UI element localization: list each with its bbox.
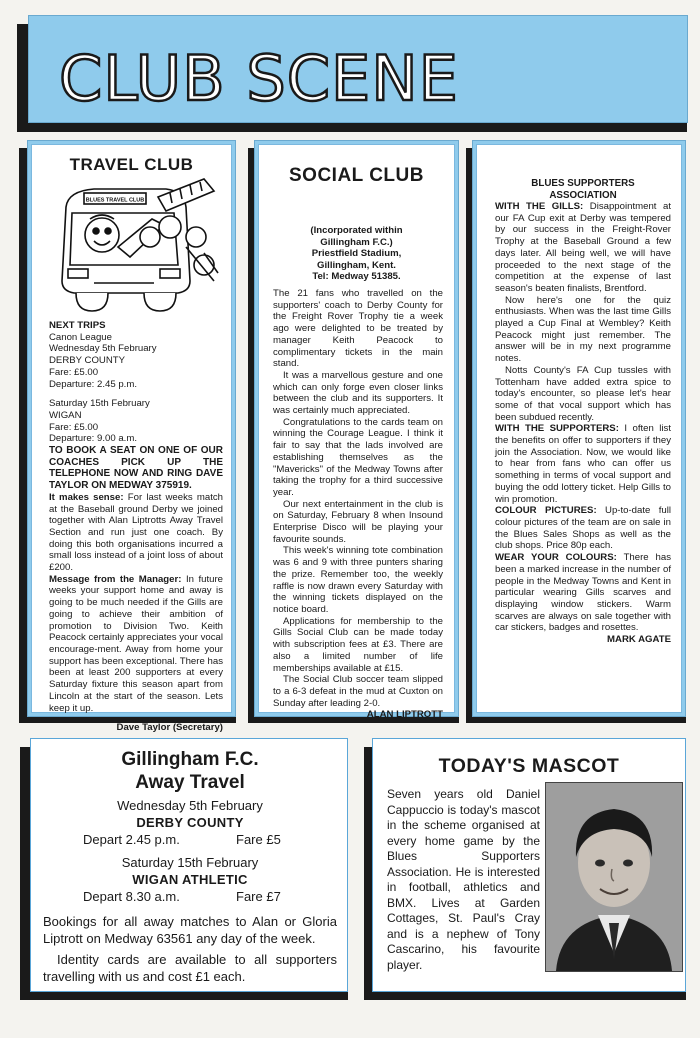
- booking-notice: TO BOOK A SEAT ON ONE OF OUR COACHES PICK UP THE TELEPHONE NOW AND RING DAVE TAYLOR ON MEDWAY 375919.: [49, 445, 223, 492]
- mascot-text: Seven years old Daniel Cappuccio is today's mascot in the scheme organised at every home game by the Blues Supporters Association. He is interested in football, athletics and BMX. Lives at Garden Cottages, St. Paul's Cray and is a nephew of Tony Cascarino, his favourite player.: [387, 787, 540, 972]
- trip2-line: WIGAN: [49, 409, 82, 421]
- travel-club-frame: [27, 140, 236, 734]
- sense-text: For last weeks match at the Baseball ground Derby we joined together with Alan Liptrotts Away Travel Section and run just one coach. By doing this both organisations incurred a small loss instead of a joint loss of about £200.: [49, 491, 223, 574]
- trip2-line: Departure: 9.00 a.m.: [49, 433, 137, 445]
- quiz-text: Now here's one for the quiz enthusiasts. When was the last time Gills played a Cup Final at Wembley? Keith Peacock might just remember. The answer will be in my next programme notes.: [495, 294, 671, 365]
- away-fare-1: Fare £5: [236, 832, 281, 847]
- page-title: CLUB SCENE: [59, 42, 459, 115]
- away-travel-content: [43, 748, 337, 985]
- travel-club-body: [49, 320, 223, 734]
- trip1-line: Departure: 2.45 p.m.: [49, 378, 137, 390]
- blues-supporters-body: [495, 178, 671, 646]
- away-travel-card: [30, 738, 348, 992]
- manager-label: Message from the Manager:: [49, 573, 182, 585]
- blues-supporters-title: BLUES SUPPORTERS: [531, 178, 635, 189]
- social-paragraph: The Social Club soccer team slipped to a 6-3 defeat in the mud at Cuxton on Sunday after leading 2-0.: [273, 674, 443, 709]
- social-paragraph: Applications for membership to the Gills Social Club can be made today with subscription fees at £3. There are also a limited number of life memberships available at £15.: [273, 615, 443, 674]
- away-travel-title: Gillingham F.C.: [121, 749, 259, 770]
- social-club-card: [258, 144, 455, 721]
- away-depart-row-2: [43, 888, 337, 905]
- away-date-1: Wednesday 5th February: [117, 798, 263, 813]
- away-fare-2: Fare £7: [236, 889, 281, 904]
- supporters-label: WITH THE SUPPORTERS:: [495, 423, 619, 435]
- social-club-frame: [254, 140, 459, 721]
- away-travel-subtitle: Away Travel: [135, 772, 245, 793]
- trip2-line: Saturday 15th February: [49, 398, 150, 410]
- travel-club-signature: Dave Taylor (Secretary): [116, 722, 223, 734]
- away-team-1: DERBY COUNTY: [136, 815, 244, 830]
- away-depart-row-1: [43, 831, 337, 848]
- away-team-2: WIGAN ATHLETIC: [132, 872, 248, 887]
- away-date-2: Saturday 15th February: [121, 855, 259, 870]
- colour-text: Up-to-date full colour pictures of the team are on sale in the Blues Sales Shops as well as the club shops. Price 80p each.: [495, 505, 671, 552]
- social-club-address: [259, 225, 454, 283]
- trip1-line: Fare: £5.00: [49, 366, 99, 378]
- gills-label: WITH THE GILLS:: [495, 201, 584, 212]
- address-line: (Incorporated within: [310, 225, 403, 236]
- bus-sign-text: BLUES TRAVEL CLUB: [85, 197, 145, 204]
- social-paragraph: It was a marvellous gesture and one which can only forge even closer links between the club and its supporters. It was certainly much appreciated.: [273, 369, 443, 417]
- social-paragraph: The 21 fans who travelled on the supporters' coach to Derby County for the Freight Rover Trophy tie a week ago were delighted to be treated by manager Keith Peacock to complimentary tickets in the main stand.: [273, 288, 443, 370]
- social-paragraph: Congratulations to the cards team on winning the Courage League. I think it fair to say that the lads involved are establishing themselves as the "Mavericks" of the Medway Towns after taking the trophy for a third successive year.: [273, 416, 443, 498]
- social-paragraph: This week's winning tote combination was 6 and 9 with three punters sharing the prize. Remember too, the weekly raffle is now drawn every Saturday with the winning tickets displayed on the notice board.: [273, 545, 443, 615]
- travel-club-title: TRAVEL CLUB: [69, 155, 194, 174]
- colour-label: COLOUR PICTURES:: [495, 505, 597, 517]
- wear-label: WEAR YOUR COLOURS:: [495, 552, 617, 564]
- mascot-photo: [545, 782, 683, 972]
- mascot-card: [372, 738, 686, 992]
- social-club-title: SOCIAL CLUB: [289, 165, 424, 186]
- address-line: Gillingham, Kent.: [317, 259, 396, 271]
- away-bookings: Bookings for all away matches to Alan or Gloria Liptrott on Medway 63561 any day of the week.: [43, 914, 337, 946]
- mascot-portrait-image: [546, 783, 682, 971]
- away-depart-2: Depart 8.30 a.m.: [83, 889, 180, 904]
- trip1-line: Wednesday 5th February: [49, 343, 157, 355]
- address-line: Priestfield Stadium,: [311, 248, 402, 259]
- mascot-title: TODAY'S MASCOT: [438, 755, 620, 777]
- manager-text: In future weeks your support home and away is going to be much needed if the Gills are going to achieve their ambition of promotion to Division Two. Keith Peacock certainly appreciates your vocal encourage-ment. Away from home your support has been exceptional. There has been at least 200 supporters at every Saturday fixture this season apart from Lincoln at the start of the season. Lets keep it up.: [49, 573, 223, 714]
- blues-supporters-frame: [472, 140, 686, 717]
- header-panel: [28, 15, 688, 123]
- notts-text: Notts County's FA Cup tussles with Tottenham have added extra spice to today's encounter, so please let's hear some of that vocal support which has been subdued recently.: [495, 364, 671, 423]
- wear-text: There has been a marked increase in the number of people in the Medway Towns and Kent in particular wearing Gills scarves and displaying window stickers. Warm scarves are always on sale together with car stickers, badges and rosettes.: [495, 552, 671, 634]
- next-trips-label: NEXT TRIPS: [49, 320, 106, 331]
- gills-text: Disappointment at our FA Cup exit at Derby was tempered by our success in the Freight-Rover Trophy at the Baseball Ground a few days later. All being well, we will have proceeded to the next stage of the competition at the expense of last season's beaten finalists, Brentford.: [495, 201, 671, 294]
- blues-supporters-subtitle: ASSOCIATION: [549, 189, 617, 201]
- social-club-body: [273, 288, 443, 721]
- blues-supporters-signature: MARK AGATE: [607, 634, 671, 646]
- trip2-line: Fare: £5.00: [49, 421, 99, 433]
- social-club-signature: ALAN LIPTROTT: [366, 709, 443, 721]
- trip1-line: Canon League: [49, 331, 112, 343]
- social-paragraph: Our next entertainment in the club is on Saturday, February 8 when Insound Enterprise Disco will be playing your favourite sounds.: [273, 498, 443, 545]
- bus-cartoon-illustration: [54, 177, 224, 315]
- travel-club-card: [31, 144, 232, 734]
- address-line: Gillingham F.C.): [320, 236, 393, 248]
- supporters-text: I often list the benefits on offer to supporters if they join the Association. Now, we would like to hear from fans who can offer us something in terms of vocal support and buying the odd lottery ticket. Help Gills to win promotion.: [495, 423, 671, 505]
- away-depart-1: Depart 2.45 p.m.: [83, 832, 180, 847]
- sense-label: It makes sense:: [49, 491, 124, 503]
- blues-supporters-card: [476, 144, 682, 713]
- address-line: Tel: Medway 51385.: [312, 271, 401, 282]
- away-identity: Identity cards are available to all supporters travelling with us and cost £1 each.: [43, 952, 337, 984]
- trip1-line: DERBY COUNTY: [49, 355, 126, 367]
